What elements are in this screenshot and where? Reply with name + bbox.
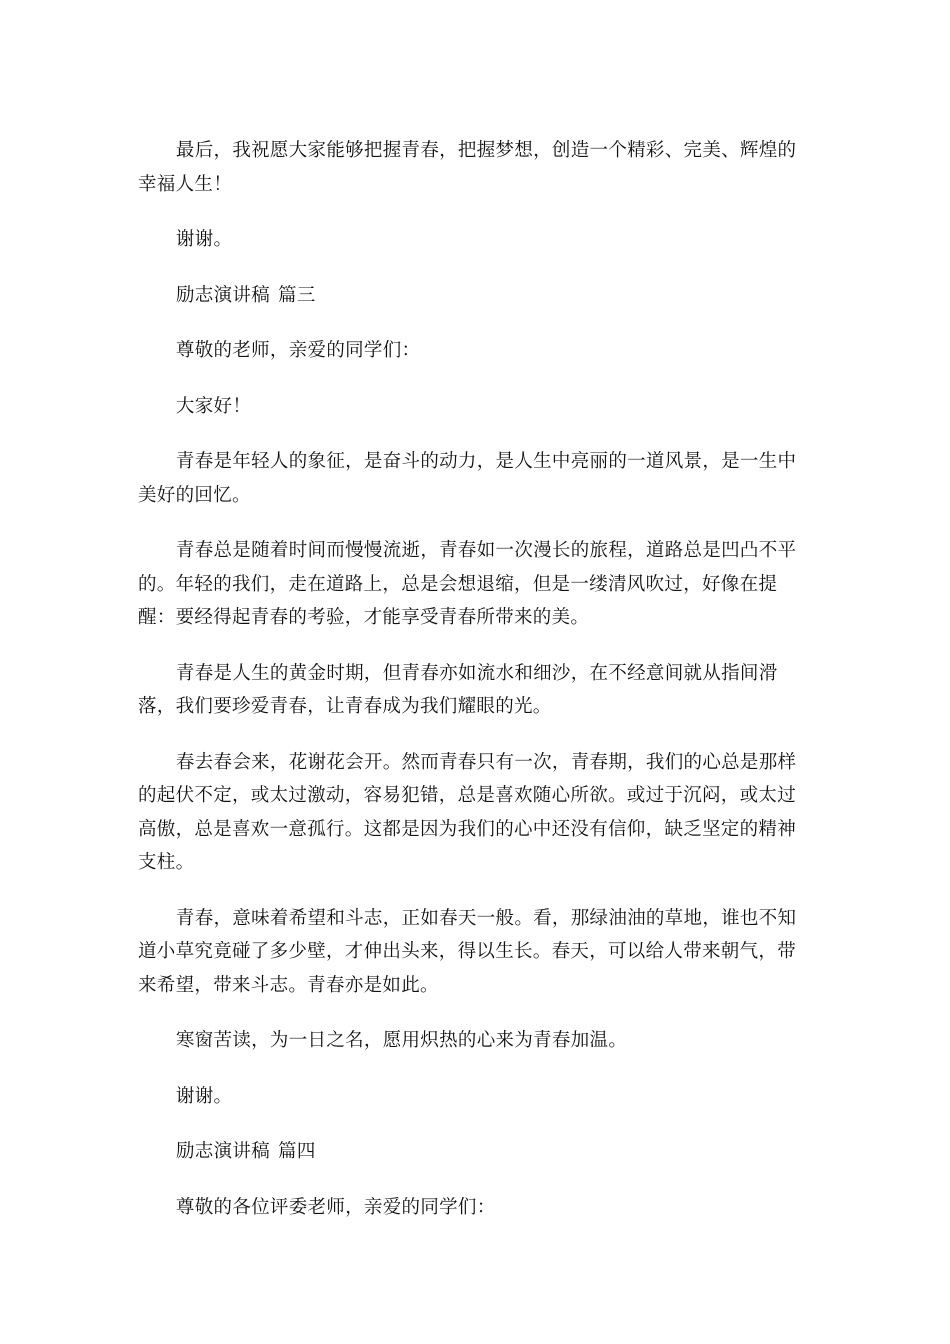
document-body: [138, 134, 814, 1246]
section-heading: [138, 1135, 814, 1169]
heading-part: 篇三: [278, 284, 316, 306]
paragraph: 青春是人生的黄金时期，但青春亦如流水和细沙，在不经意间就从指间滑落，我们要珍爱青春，让青春成为我们耀眼的光。: [138, 662, 778, 717]
paragraph: 尊敬的各位评委老师，亲爱的同学们：: [175, 1196, 496, 1218]
paragraph: 寒窗苦读，为一日之名，愿用炽热的心来为青春加温。: [175, 1030, 628, 1051]
section-heading: [138, 279, 814, 313]
paragraph: 最后，我祝愿大家能够把握青春，把握梦想，创造一个精彩、完美、辉煌的幸福人生！: [138, 140, 797, 195]
paragraph: 青春，意味着希望和斗志，正如春天一般。看，那绿油油的草地，谁也不知道小草究竟碰了多少壁，才伸出头来，得以生长。春天，可以给人带来朝气，带来希望，带来斗志。青春亦是如此。: [138, 907, 797, 996]
paragraph: 大家好！: [175, 395, 252, 417]
paragraph: 谢谢。: [175, 229, 233, 250]
paragraph: 青春总是随着时间而慢慢流逝，青春如一次漫长的旅程，道路总是凹凸不平的。年轻的我们，走在道路上，总是会想退缩，但是一缕清风吹过，好像在提醒：要经得起青春的考验，才能享受青春所带来的美。: [138, 540, 797, 628]
paragraph: 春去春会来，花谢花会开。然而青春只有一次，青春期，我们的心总是那样的起伏不定，或太过激动，容易犯错，总是喜欢随心所欲。或过于沉闷，或太过高傲，总是喜欢一意孤行。这都是因为我们的心中还没有信仰，缺乏坚定的精神支柱。: [138, 751, 797, 873]
heading-title: 励志演讲稿: [176, 1141, 271, 1162]
paragraph: 尊敬的老师，亲爱的同学们：: [175, 340, 421, 361]
heading-part: 篇四: [278, 1141, 316, 1162]
heading-title: 励志演讲稿: [176, 284, 271, 306]
paragraph: 青春是年轻人的象征，是奋斗的动力，是人生中亮丽的一道风景，是一生中美好的回忆。: [138, 451, 797, 506]
paragraph: 谢谢。: [175, 1085, 233, 1107]
